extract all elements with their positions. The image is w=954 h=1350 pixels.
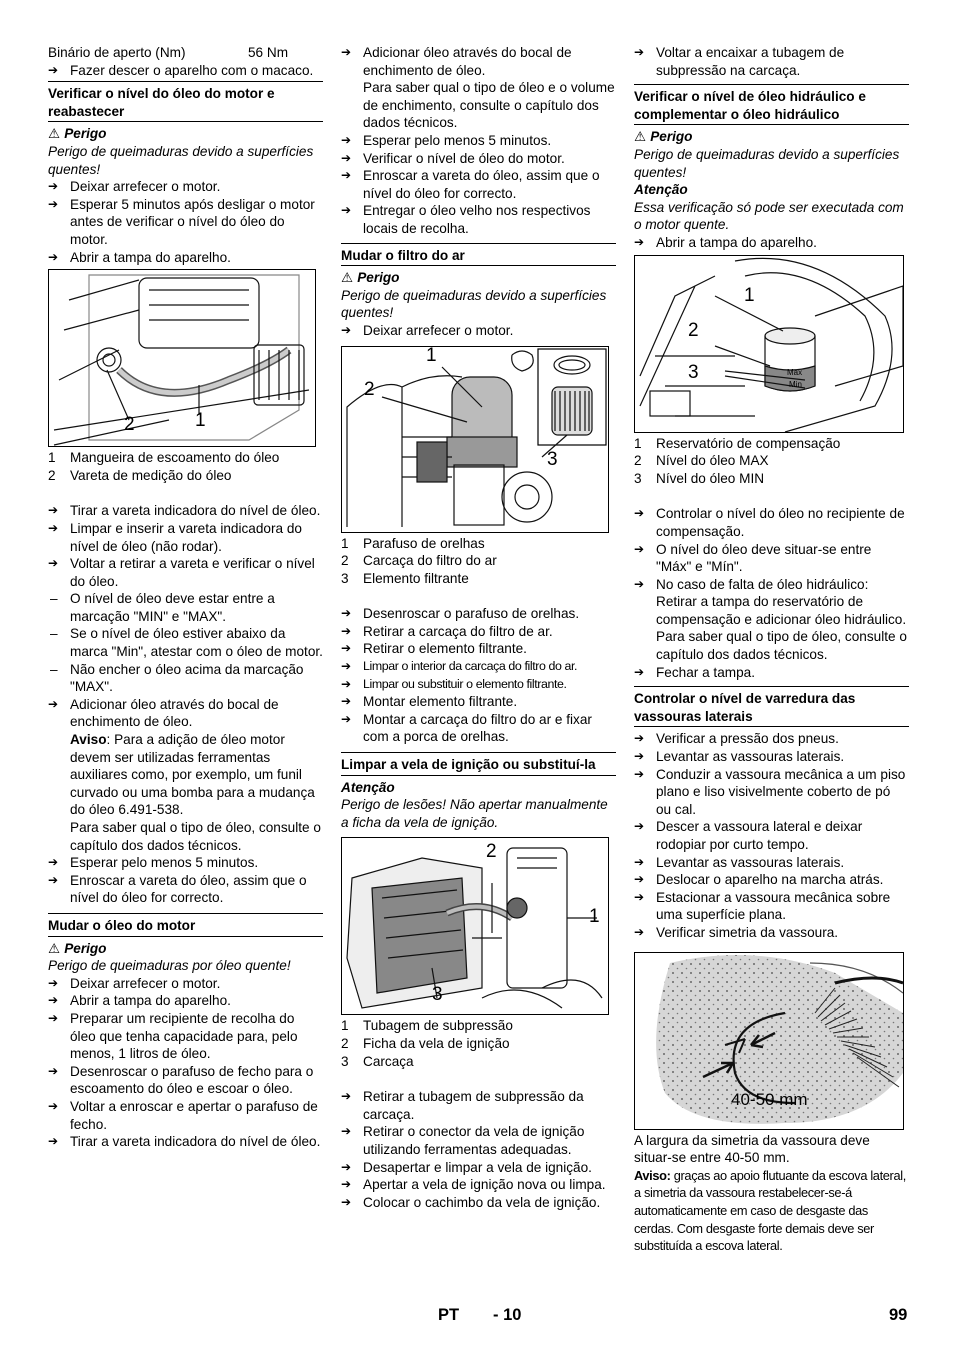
attention-text: Essa verificação só pode ser executada com o motor quente.	[634, 199, 904, 233]
step: ➔ Levantar as vassouras laterais.	[634, 748, 909, 766]
attention-label: Atenção	[341, 779, 395, 795]
column-1	[48, 44, 323, 1151]
torque-label: Binário de aperto (Nm)	[48, 45, 186, 60]
figure-callout: 1	[744, 284, 755, 306]
step: ➔ Voltar a enroscar e apertar o parafuso de fecho.	[48, 1098, 323, 1133]
refill-note: Retirar a tampa do reservatório de compensação e adicionar óleo hidráulico.	[656, 594, 907, 627]
figure-callout: 1	[589, 906, 600, 928]
spark-plug-illustration	[342, 838, 608, 1014]
air-filter-illustration	[342, 347, 608, 532]
step: ➔ Colocar o cachimbo da vela de ignição.	[341, 1194, 616, 1212]
step: ➔ Adicionar óleo através do bocal de enchimento de óleo.	[341, 44, 616, 79]
step: ➔ Controlar o nível do óleo no recipiente de compensação.	[634, 505, 909, 540]
step: ➔ Levantar as vassouras laterais.	[634, 854, 909, 872]
legend-item: 2 Nível do óleo MAX	[634, 453, 769, 469]
warning-triangle-icon: ⚠	[48, 940, 61, 956]
column-2	[341, 44, 616, 1211]
broom-width-label: 40-50 mm	[731, 1089, 808, 1109]
figure-hydraulic-reservoir	[634, 255, 904, 433]
figure-air-filter	[341, 346, 609, 533]
step: ➔ Deixar arrefecer o motor.	[48, 178, 323, 196]
step: ➔ Abrir a tampa do aparelho.	[634, 234, 909, 252]
step: ➔ Voltar a retirar a vareta e verificar o nível do óleo.	[48, 555, 323, 590]
aviso-note: Aviso: graças ao apoio flutuante da escova lateral, a simetria da vassoura restabelecer-se-á automaticamente em caso de desgaste das cerdas. Com desgaste forte demais deve ser substituída a escova lateral.	[634, 1167, 906, 1254]
step: ➔ Tirar a vareta indicadora do nível de óleo.	[48, 1133, 323, 1151]
aviso-note: Aviso: Para a adição de óleo motor devem ser utilizadas ferramentas auxiliares como, por exemplo, um funil curvado ou uma bomba para a mudança do óleo 6.491-538.	[70, 732, 315, 818]
section-title-air-filter: Mudar o filtro do ar	[341, 243, 616, 267]
danger-text: Perigo de queimaduras devido a superfícies quentes!	[341, 287, 607, 321]
step: ➔ No caso de falta de óleo hidráulico:	[634, 576, 909, 594]
step: ➔ Esperar pelo menos 5 minutos.	[341, 132, 616, 150]
step: ➔ Deixar arrefecer o motor.	[341, 322, 616, 340]
step: ➔ Enroscar a vareta do óleo, assim que o nível do óleo for correcto.	[48, 872, 323, 907]
figure-callout: 3	[688, 361, 699, 383]
lower-device-step: ➔ Fazer descer o aparelho com o macaco.	[48, 62, 323, 80]
figure-callout: 2	[364, 378, 375, 400]
step: ➔ Montar elemento filtrante.	[341, 693, 616, 711]
figure-callout: 2	[124, 414, 135, 436]
step: ➔ Desenroscar o parafuso de fecho para o escoamento do óleo e escoar o óleo.	[48, 1063, 323, 1098]
footer-language: PT	[438, 1306, 460, 1324]
danger-text: Perigo de queimaduras devido a superfícies quentes!	[48, 143, 314, 177]
step: ➔ Deslocar o aparelho na marcha atrás.	[634, 871, 909, 889]
section-title-side-brooms: Controlar o nível de varredura das vassouras laterais	[634, 686, 909, 727]
attention-text: Perigo de lesões! Não apertar manualmente a ficha da vela de ignição.	[341, 797, 608, 830]
broom-width-note: A largura da simetria da vassoura deve situar-se entre 40-50 mm.	[634, 1132, 870, 1166]
figure-broom-pattern	[634, 952, 904, 1130]
step: ➔ Enroscar a vareta do óleo, assim que o nível do óleo for correcto.	[341, 167, 616, 202]
figure-callout: 1	[426, 345, 437, 366]
figure-oil-dipstick	[48, 269, 316, 447]
danger-label: ⚠ Perigo	[341, 270, 400, 286]
step: ➔ Conduzir a vassoura mecânica a um piso plano e liso visivelmente coberto de pó ou cal.	[634, 766, 909, 819]
step: ➔ Verificar o nível de óleo do motor.	[341, 150, 616, 168]
danger-text: Perigo de queimaduras devido a superfícies quentes!	[634, 146, 900, 180]
step: ➔ Apertar a vela de ignição nova ou limpa.	[341, 1176, 616, 1194]
legend-item: 1 Parafuso de orelhas	[341, 535, 485, 551]
figure-callout: 2	[486, 841, 497, 863]
step: ➔ Esperar 5 minutos após desligar o motor antes de verificar o nível do óleo do motor.	[48, 196, 323, 249]
warning-triangle-icon: ⚠	[634, 129, 647, 145]
legend-item: 1 Tubagem de subpressão	[341, 1018, 513, 1034]
step: ➔ Verificar a pressão dos pneus.	[634, 730, 909, 748]
torque-value: 56 Nm	[248, 45, 289, 60]
step: ➔ Entregar o óleo velho nos respectivos locais de recolha.	[341, 202, 616, 237]
legend-item: 3 Carcaça	[341, 1053, 414, 1069]
step: ➔ Esperar pelo menos 5 minutos.	[48, 854, 323, 872]
oil-type-note: Para saber qual o tipo de óleo, consulte o capítulo dos dados técnicos.	[656, 629, 907, 663]
step: ➔ Retirar a tubagem de subpressão da carcaça.	[341, 1088, 616, 1123]
figure-callout: 1	[195, 410, 206, 432]
step: ➔ Voltar a encaixar a tubagem de subpressão na carcaça.	[634, 44, 909, 79]
step: ➔ O nível do óleo deve situar-se entre "Máx" e "Mín".	[634, 541, 909, 576]
dash-item: – Se o nível de óleo estiver abaixo da marca "Min", atestar com o óleo de motor.	[48, 625, 323, 660]
step: ➔ Desenroscar o parafuso de orelhas.	[341, 605, 616, 623]
step: ➔ Limpar e inserir a vareta indicadora do nível de óleo (não rodar).	[48, 520, 323, 555]
legend-item: 2 Vareta de medição do óleo	[48, 467, 232, 483]
section-title-spark-plug: Limpar a vela de ignição ou substituí-la	[341, 752, 616, 776]
footer-page-number: 99	[889, 1306, 908, 1324]
legend-item: 3 Elemento filtrante	[341, 570, 469, 586]
oil-info-note: Para saber qual o tipo de óleo e o volume de enchimento, consulte o capítulo dos dados técnicos.	[363, 80, 615, 131]
step: ➔ Retirar o elemento filtrante.	[341, 640, 616, 658]
torque-spec	[48, 44, 323, 62]
column-3	[634, 44, 909, 1255]
min-mark: Min	[789, 379, 802, 389]
step: ➔ Tirar a vareta indicadora do nível de óleo.	[48, 502, 323, 520]
legend-item: 1 Mangueira de escoamento do óleo	[48, 450, 280, 466]
figure-spark-plug	[341, 837, 609, 1015]
step: ➔ Limpar o interior da carcaça do filtro do ar.	[341, 658, 616, 676]
step: ➔ Limpar ou substituir o elemento filtrante.	[341, 676, 616, 694]
legend-item: 1 Reservatório de compensação	[634, 435, 841, 451]
figure-callout: 2	[688, 319, 699, 341]
legend-item: 2 Ficha da vela de ignição	[341, 1036, 510, 1051]
oil-type-note: Para saber qual o tipo de óleo, consulte o capítulo dos dados técnicos.	[70, 820, 321, 853]
step: ➔ Adicionar óleo através do bocal de enchimento de óleo.	[48, 696, 323, 731]
figure-callout: 3	[432, 984, 443, 1006]
step: ➔ Abrir a tampa do aparelho.	[48, 992, 323, 1010]
step: ➔ Abrir a tampa do aparelho.	[48, 249, 323, 267]
step: ➔ Retirar o conector da vela de ignição utilizando ferramentas adequadas.	[341, 1123, 616, 1158]
warning-triangle-icon: ⚠	[48, 126, 61, 142]
danger-label: ⚠ Perigo	[634, 129, 693, 145]
legend-item: 2 Carcaça do filtro do ar	[341, 553, 497, 569]
section-title-check-oil: Verificar o nível do óleo do motor e reabastecer	[48, 81, 323, 122]
dash-item: – Não encher o óleo acima da marcação "MAX".	[48, 661, 323, 696]
engine-illustration	[49, 270, 315, 446]
section-title-change-oil: Mudar o óleo do motor	[48, 913, 323, 937]
footer-local-page: - 10	[493, 1306, 522, 1324]
max-mark: Max	[787, 367, 803, 377]
step: ➔ Montar a carcaça do filtro do ar e fixar com a porca de orelhas.	[341, 711, 616, 746]
reservoir-illustration	[635, 256, 903, 432]
step: ➔ Verificar simetria da vassoura.	[634, 924, 909, 942]
step: ➔ Retirar a carcaça do filtro de ar.	[341, 623, 616, 641]
step: ➔ Descer a vassoura lateral e deixar rodopiar por curto tempo.	[634, 818, 909, 853]
dash-item: – O nível de óleo deve estar entre a marcação "MIN" e "MAX".	[48, 590, 323, 625]
step: ➔ Preparar um recipiente de recolha do óleo que tenha capacidade para, pelo menos, 1 litros de óleo.	[48, 1010, 323, 1063]
legend-item: 3 Nível do óleo MIN	[634, 470, 765, 486]
step: ➔ Estacionar a vassoura mecânica sobre uma superfície plana.	[634, 889, 909, 924]
danger-text: Perigo de queimaduras por óleo quente!	[48, 958, 291, 974]
step: ➔ Desapertar e limpar a vela de ignição.	[341, 1159, 616, 1177]
danger-label: ⚠ Perigo	[48, 126, 107, 142]
section-title-hydraulic-oil: Verificar o nível de óleo hidráulico e complementar o óleo hidráulico	[634, 84, 909, 125]
step: ➔ Fechar a tampa.	[634, 664, 909, 682]
warning-triangle-icon: ⚠	[341, 270, 354, 286]
danger-label: ⚠ Perigo	[48, 940, 107, 956]
figure-callout: 3	[547, 448, 558, 470]
attention-label: Atenção	[634, 182, 688, 198]
step: ➔ Deixar arrefecer o motor.	[48, 975, 323, 993]
